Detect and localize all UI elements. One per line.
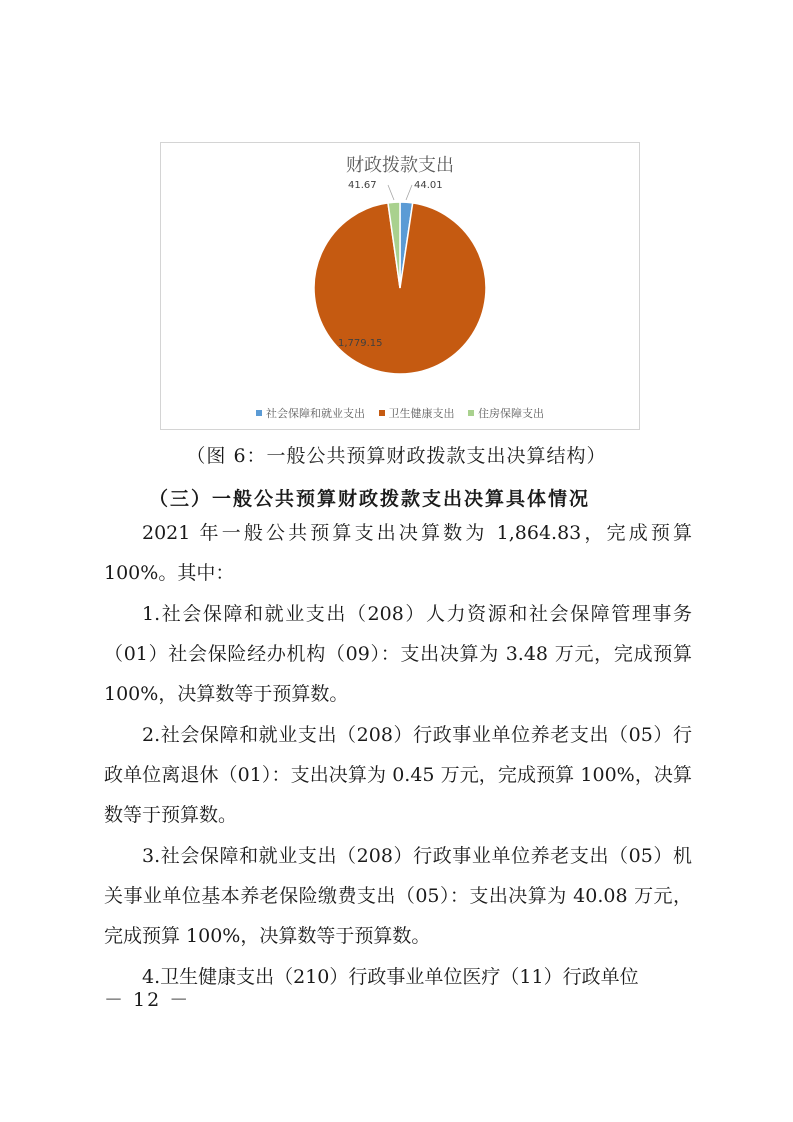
legend-swatch [468,410,474,416]
data-label: 41.67 [348,180,377,191]
legend-label: 住房保障支出 [478,407,544,420]
pie-chart [160,142,640,430]
pie-chart-canvas [161,143,639,429]
legend-swatch [256,410,262,416]
section-heading: （三）一般公共预算财政拨款支出决算具体情况 [149,488,591,510]
figure-caption: （图 6：一般公共预算财政拨款支出决算结构） [186,445,607,467]
leader-line [406,185,412,200]
data-label: 1,779.15 [338,338,383,349]
paragraph-item-4: 4.卫生健康支出（210）行政事业单位医疗（11）行政单位 [142,966,639,988]
page-number: － 12 － [104,989,191,1011]
chart-legend [161,405,639,421]
paragraph-item-1: 1.社会保障和就业支出（208）人力资源和社会保障管理事务（01）社会保险经办机构（09）：支出决算为 3.48 万元，完成预算 100%，决算数等于预算数。 [104,603,692,705]
legend-label: 社会保障和就业支出 [266,407,365,420]
leader-line [388,185,394,200]
paragraph-item-3: 3.社会保障和就业支出（208）行政事业单位养老支出（05）机关事业单位基本养老保险缴费支出（05）：支出决算为 40.08 万元，完成预算 100%，决算数等于预算数。 [104,845,692,947]
legend-item-social-security [256,405,365,421]
paragraph-item-2: 2.社会保障和就业支出（208）行政事业单位养老支出（05）行政单位离退休（01）：支出决算为 0.45 万元，完成预算 100%，决算数等于预算数。 [104,724,692,826]
paragraph-summary: 2021 年一般公共预算支出决算数为 1,864.83，完成预算 100%。其中： [104,522,692,584]
data-label: 44.01 [414,180,443,191]
legend-item-housing [468,405,544,421]
chart-title: 财政拨款支出 [346,155,454,176]
legend-label: 卫生健康支出 [388,407,455,420]
legend-item-health [379,405,455,421]
legend-swatch [379,410,385,416]
